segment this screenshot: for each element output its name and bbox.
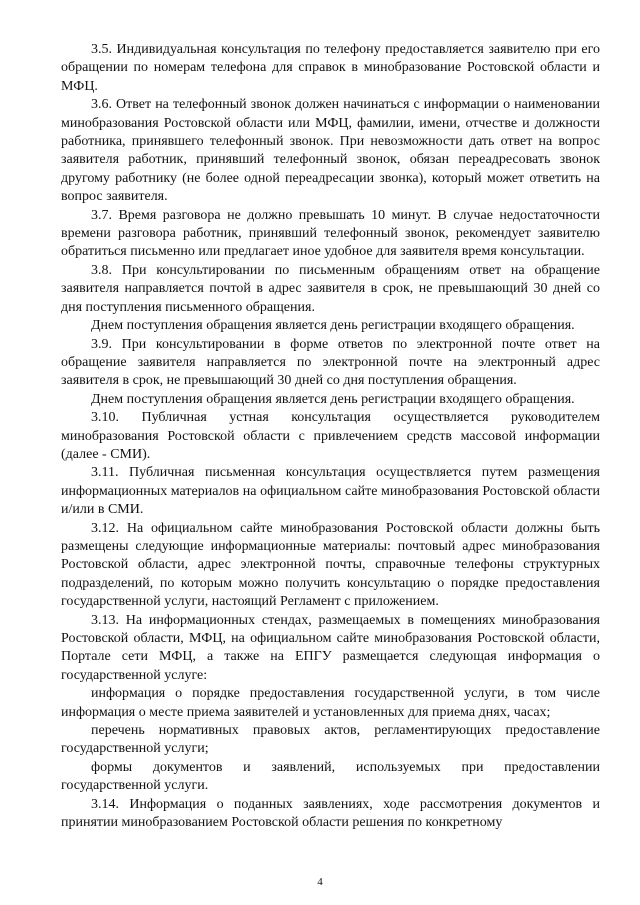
paragraph-3-11: 3.11. Публичная письменная консультация осуществляется путем размещения информационных материалов на официальном сайте минобразования Ростовской области и/или в СМИ. xyxy=(61,465,600,518)
paragraph-3-14: 3.14. Информация о поданных заявлениях, ходе рассмотрения документов и принятии минобразованием Ростовской области решения по конкретному xyxy=(61,796,600,831)
list-item-procedure-info: информация о порядке предоставления государственной услуги, в том числе информация о месте приема заявителей и установленных для приема днях, часах; xyxy=(61,686,600,720)
paragraph-3-5: 3.5. Индивидуальная консультация по телефону предоставляется заявителю при его обращении по номерам телефона для справок в минобразование Ростовской области и МФЦ. xyxy=(61,42,600,94)
list-item-forms: формы документов и заявлений, используемых при предоставлении государственной услуги. xyxy=(61,759,600,794)
paragraph-3-8: 3.8. При консультировании по письменным обращениям ответ на обращение заявителя направляется почтой в адрес заявителя в срок, не превышающий 30 дней со дня поступления письменного обращения. xyxy=(61,262,600,315)
list-item-legal-acts: перечень нормативных правовых актов, регламентирующих предоставление государственной услуги; xyxy=(61,723,600,757)
paragraph-3-9: 3.9. При консультировании в форме ответов по электронной почте ответ на обращение заявителя направляется по электронной почте на электронный адрес заявителя в срок, не превышающий 30 дней со дня поступления обращения. xyxy=(61,336,600,389)
paragraph-3-7: 3.7. Время разговора не должно превышать 10 минут. В случае недостаточности времени разговора работник, принявший телефонный звонок, рекомендует заявителю обратиться письменно или предлагает иное удобное для заявителя время консультации. xyxy=(61,207,600,260)
paragraph-receipt-date-1: Днем поступления обращения является день регистрации входящего обращения. xyxy=(91,318,575,334)
document-body xyxy=(61,41,600,832)
paragraph-3-10: 3.10. Публичная устная консультация осуществляется руководителем минобразования Ростовской области с привлечением средств массовой информации (далее - СМИ). xyxy=(61,410,600,462)
paragraph-3-13: 3.13. На информационных стендах, размещаемых в помещениях минобразования Ростовской области, МФЦ, на официальном сайте минобразования Ростовской области, Портале сети МФЦ, а также на ЕПГУ размещается следующая информация о государственной услуге: xyxy=(61,612,600,683)
paragraph-3-12: 3.12. На официальном сайте минобразования Ростовской области должны быть размещены следующие информационные материалы: почтовый адрес минобразования Ростовской области, адрес электронной почты, справочные телефоны структурных подразделений, по которым можно получить консультацию о порядке предоставления государственной услуги, настоящий Регламент с приложением. xyxy=(61,520,600,610)
page-number: 4 xyxy=(317,876,323,888)
paragraph-receipt-date-2: Днем поступления обращения является день регистрации входящего обращения. xyxy=(91,391,575,407)
paragraph-3-6: 3.6. Ответ на телефонный звонок должен начинаться с информации о наименовании минобразования Ростовской области или МФЦ, фамилии, имени, отчестве и должности работника, принявшего телефонный звонок. При невозможности дать ответ на вопрос заявителя работник, принявший телефонный звонок, обязан переадресовать звонок другому работнику (не более одной переадресации звонка), который может ответить на вопрос заявителя. xyxy=(61,97,600,205)
